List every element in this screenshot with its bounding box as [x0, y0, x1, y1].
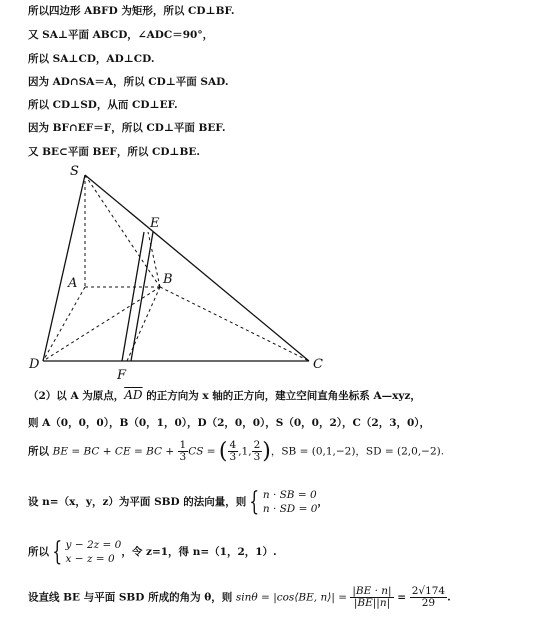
part2-solve-line: 所以 { y − 2z = 0 x − z = 0 ，令 z=1，得 n=（1，2，1）. [28, 537, 277, 567]
edge-SD [43, 175, 85, 361]
edge-EF-left [122, 232, 144, 361]
edge-SC [85, 175, 309, 361]
part2-intro: （2）以 A 为原点，$\overline{AD}$ 的正方向为 x 轴的正方向，建立空间直角坐标系 A—xyz， [28, 388, 421, 402]
part2-normal-line: 设 n=（x，y，z）为平面 SBD 的法向量，则 { n · SB = 0 n · SD = 0 ， [28, 487, 328, 517]
label-C: C [313, 357, 323, 372]
edge-BE [148, 232, 160, 287]
proof-line-1: 所以四边形 ABFD 为矩形，所以 CD⊥BF. [28, 5, 235, 17]
label-D: D [29, 357, 40, 372]
part2-coords: 则 A（0，0，0），B（0，1，0），D（2，0，0），S（0，0，2），C（2，3，0）， [28, 417, 431, 429]
edge-EF-right [131, 232, 153, 361]
edge-BD [43, 287, 160, 361]
label-A: A [68, 276, 78, 291]
part2-be-line: 所以 BE = BC + CE = BC + $\frac{1}{3}$ CS = ( $\frac{4}{3}$ ,1, $\frac{2}{3}$ )，SB = (0,1,−2)，SD = (2,0,−2). [28, 438, 445, 464]
proof-line-2: 又 SA⊥平面 ABCD，∠ADC＝90°， [28, 29, 214, 41]
edge-SB [85, 175, 160, 287]
proof-line-6: 因为 BF∩EF＝F，所以 CD⊥平面 BEF. [28, 122, 226, 134]
edge-AD [43, 287, 85, 361]
proof-line-3: 所以 SA⊥CD，AD⊥CD. [28, 53, 155, 65]
proof-line-4: 因为 AD∩SA＝A，所以 CD⊥平面 SAD. [28, 76, 229, 88]
proof-line-7: 又 BE⊂平面 BEF，所以 CD⊥BE. [28, 146, 201, 158]
part2-angle-line: 设直线 BE 与平面 SBD 所成的角为 θ，则 sinθ = |cos⟨BE, n⟩| = $\frac{|BE \cdot n|}{|BE||n|}$ = $\frac{2√174}{29}$ . [28, 585, 451, 609]
geometry-figure [0, 160, 554, 400]
label-S: S [70, 164, 79, 179]
label-F: F [117, 368, 127, 383]
label-E: E [150, 216, 160, 231]
edge-BC [160, 287, 309, 361]
edge-BF [127, 287, 160, 361]
proof-line-5: 所以 CD⊥SD，从而 CD⊥EF. [28, 99, 178, 111]
label-B: B [163, 272, 173, 287]
